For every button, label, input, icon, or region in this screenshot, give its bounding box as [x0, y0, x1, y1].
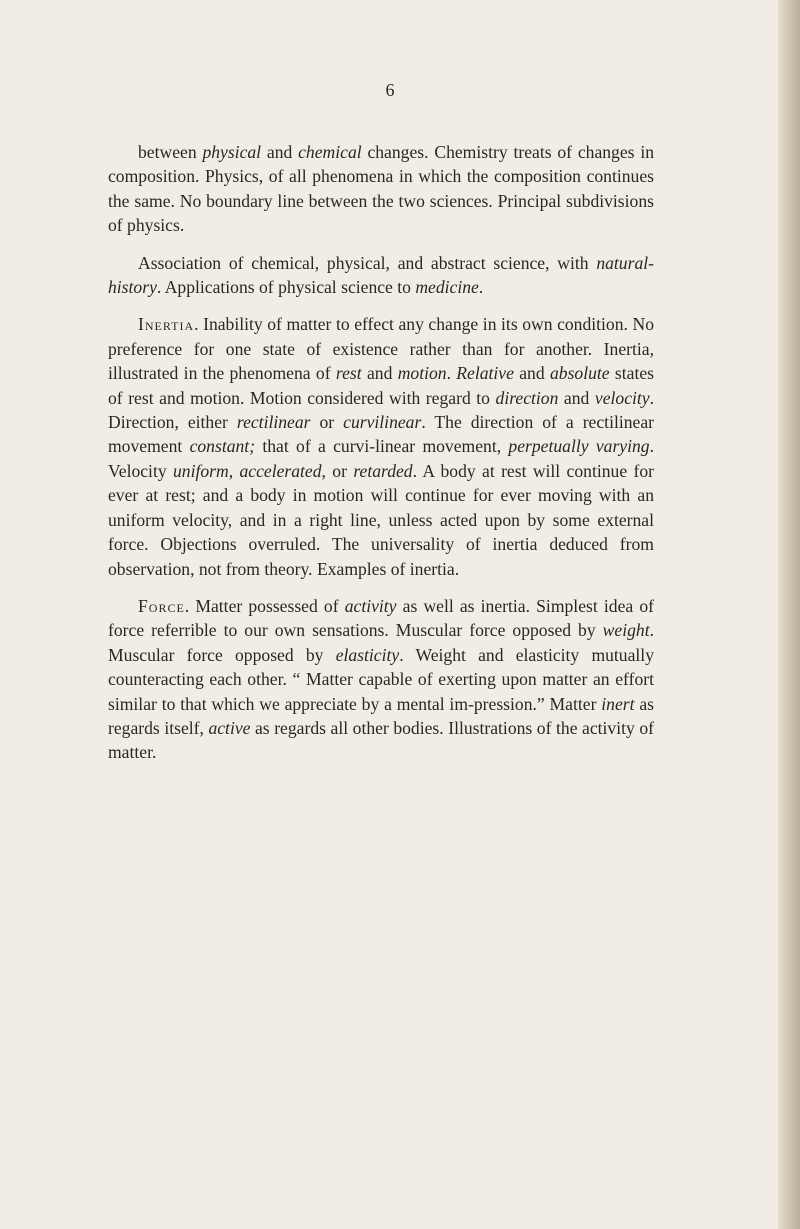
section-heading: Force: [138, 595, 185, 616]
italic-term: inert: [601, 693, 635, 714]
italic-term: perpetually varying: [508, 436, 650, 457]
text-run: changes. Chemistry treats of changes in composition. Physics, of all phenomena in which the composition continues the same. No boundary line between the two sciences. Principal subdivisions of physics.: [108, 142, 655, 236]
text-run: as regards all other bodies. Illustrations of the activity of matter.: [108, 717, 655, 763]
text-run: states of rest and motion. Motion considered with regard to: [108, 363, 655, 408]
text-run: . Matter possessed of: [184, 595, 345, 616]
text-run: . The direction of a rectilinear movement: [108, 412, 655, 457]
text-run: and: [558, 387, 595, 408]
text-run: and: [361, 363, 398, 384]
text-run: .: [478, 277, 484, 298]
italic-term: constant;: [189, 436, 256, 457]
text-run: , or: [321, 460, 354, 481]
text-run: .: [446, 363, 457, 384]
italic-term: accelerated: [239, 460, 322, 481]
italic-term: rectilinear: [236, 412, 311, 433]
text-run: Association of chemical, physical, and abstract science, with: [138, 252, 597, 273]
italic-term: rest: [335, 363, 362, 384]
text-run: as regards itself,: [108, 693, 654, 738]
text-run: between: [138, 142, 203, 162]
italic-term: velocity: [594, 387, 650, 408]
text-run: . Applications of physical science to: [156, 277, 416, 298]
text-run: . Inability of matter to effect any change in its own condition. No preference for one state of existence rather than for another. Inertia, illustrated in the phenomena of: [108, 314, 654, 384]
page-number: 6: [385, 80, 395, 100]
italic-term: weight: [602, 620, 650, 641]
italic-term: curvilinear: [343, 412, 422, 433]
text-run: ,: [228, 460, 240, 481]
text-run: or: [310, 412, 344, 433]
text-run: that of a curvi-linear movement,: [255, 436, 509, 457]
page-edge: [778, 0, 800, 1229]
text-run: and: [513, 363, 550, 384]
italic-term: activity: [344, 595, 397, 616]
italic-term: physical: [202, 142, 262, 162]
body-text: [108, 140, 654, 778]
section-heading: Inertia: [138, 314, 195, 335]
text-run: . Muscular force opposed by: [108, 620, 654, 665]
italic-term: natural-history: [108, 252, 654, 298]
paragraph-physical-chemical: [108, 140, 654, 238]
paragraph-force: [108, 594, 654, 765]
text-run: . Velocity: [108, 436, 654, 481]
italic-term: active: [208, 717, 251, 738]
italic-term: absolute: [549, 363, 610, 384]
italic-term: medicine: [415, 277, 479, 298]
italic-term: uniform: [172, 460, 229, 481]
italic-term: chemical: [298, 142, 362, 162]
text-run: . Weight and elasticity mutually counteracting each other. “ Matter capable of exerting upon matter an effort similar to that which we appreciate by a mental im-pression.” Matter: [108, 644, 654, 714]
text-run: as well as inertia. Simplest idea of force referrible to our own sensations. Muscular force opposed by: [108, 595, 654, 641]
paragraph-association: [108, 251, 654, 300]
italic-term: Relative: [456, 363, 514, 384]
italic-term: direction: [495, 387, 559, 408]
italic-term: retarded: [353, 460, 413, 481]
text-run: . A body at rest will continue for ever at rest; and a body in motion will continue for ever moving with an uniform velocity, and in a right line, unless acted upon by some external force. Objections overruled. The universality of inertia deduced from observation, not from theory. Examples of inertia.: [108, 460, 654, 579]
italic-term: elasticity: [335, 644, 400, 665]
paragraph-inertia: [108, 312, 654, 580]
italic-term: motion: [397, 363, 447, 384]
text-run: . Direction, either: [108, 387, 654, 433]
text-run: and: [261, 142, 299, 162]
